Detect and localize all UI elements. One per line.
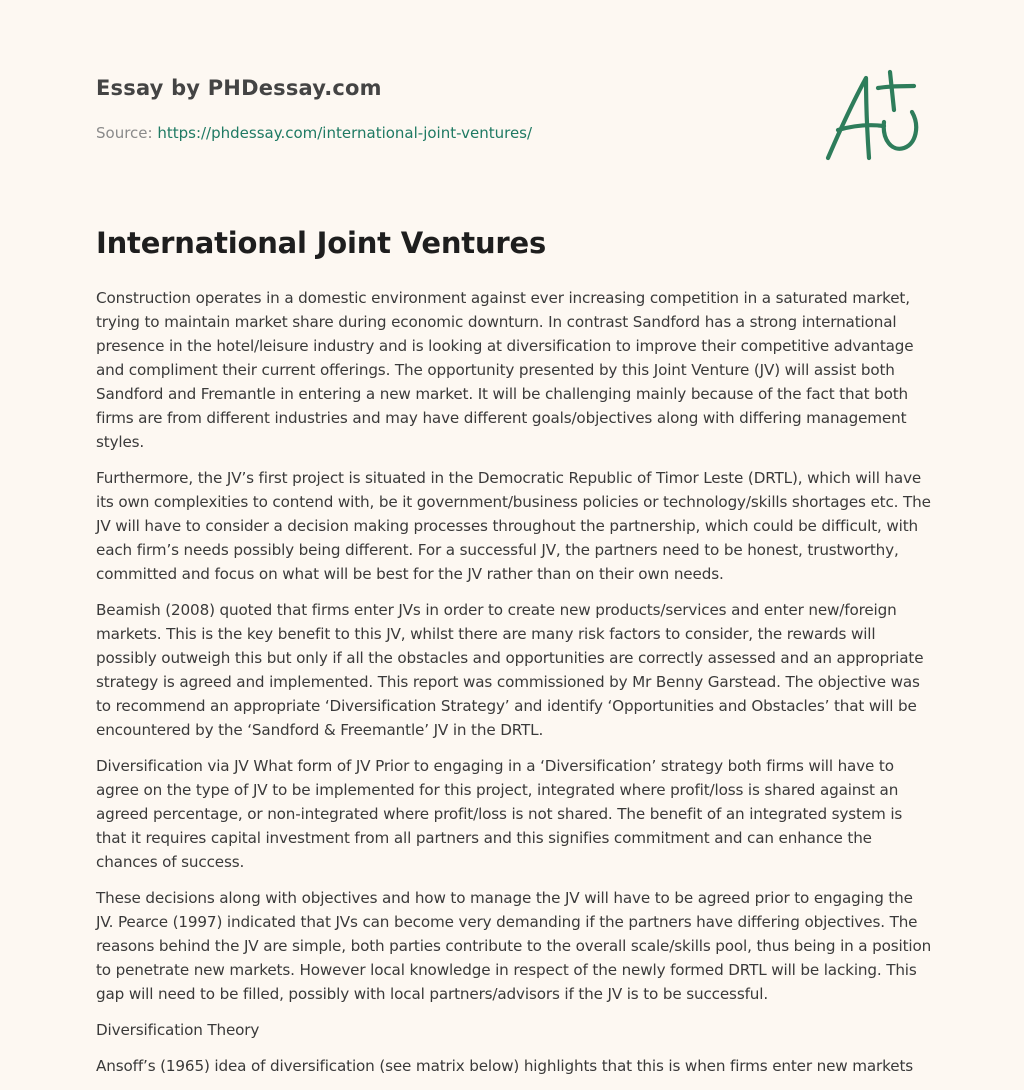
essay-paragraph: Diversification via JV What form of JV Prior to engaging in a ‘Diversification’ strategy both firms will have to agree on the type of JV to be implemented for this project, integrated where profit/loss is shared against an agreed percentage, or non-integrated where profit/loss is not shared. The benefit of an integrated system is that it requires capital investment from all partners and this signifies commitment and can enhance the chances of success. bbox=[96, 757, 903, 871]
essay-paragraph: Construction operates in a domestic environment against ever increasing competition in a saturated market, trying to maintain market share during economic downturn. In contrast Sandford has a strong international presence in the hotel/leisure industry and is looking at diversification to improve their competitive advantage and compliment their current offerings. The opportunity presented by this Joint Venture (JV) will assist both Sandford and Fremantle in entering a new market. It will be challenging mainly because of the fact that both firms are from different industries and may have different goals/objectives along with differing management styles. bbox=[96, 289, 914, 451]
source-line bbox=[96, 124, 532, 142]
section-heading: Diversification Theory bbox=[96, 1021, 260, 1039]
essay-paragraph: Ansoff’s (1965) idea of diversification (see matrix below) highlights that this is when firms enter new markets bbox=[96, 1057, 914, 1075]
source-label: Source: bbox=[96, 124, 158, 142]
essay-body bbox=[96, 286, 932, 1090]
essay-title: International Joint Ventures bbox=[96, 226, 547, 260]
source-link[interactable]: https://phdessay.com/international-joint-ventures/ bbox=[157, 124, 533, 142]
essay-paragraph: Furthermore, the JV’s first project is situated in the Democratic Republic of Timor Leste (DRTL), which will have its own complexities to contend with, be it government/business policies or technology/skills shortages etc. The JV will have to consider a decision making processes throughout the partnership, which could be difficult, with each firm’s needs possibly being different. For a successful JV, the partners need to be honest, trustworthy, committed and focus on what will be best for the JV rather than on their own needs. bbox=[96, 469, 931, 583]
essay-paragraph: Beamish (2008) quoted that firms enter JVs in order to create new products/services and enter new/foreign markets. This is the key benefit to this JV, whilst there are many risk factors to consider, the rewards will possibly outweigh this but only if all the obstacles and opportunities are correctly assessed and an appropriate strategy is agreed and implemented. This report was commissioned by Mr Benny Garstead. The objective was to recommend an appropriate ‘Diversification Strategy’ and identify ‘Opportunities and Obstacles’ that will be encountered by the ‘Sandford & Freemantle’ JV in the DRTL. bbox=[96, 601, 924, 739]
essay-paragraph: These decisions along with objectives and how to manage the JV will have to be agreed prior to engaging the JV. Pearce (1997) indicated that JVs can become very demanding if the partners have differing objectives. The reasons behind the JV are simple, both parties contribute to the overall scale/skills pool, thus being in a position to penetrate new markets. However local knowledge in respect of the newly formed DRTL will be lacking. This gap will need to be filled, possibly with local partners/advisors if the JV is to be successful. bbox=[96, 889, 932, 1003]
site-title: Essay by PHDessay.com bbox=[96, 76, 382, 100]
a-plus-grade-icon bbox=[818, 64, 930, 168]
